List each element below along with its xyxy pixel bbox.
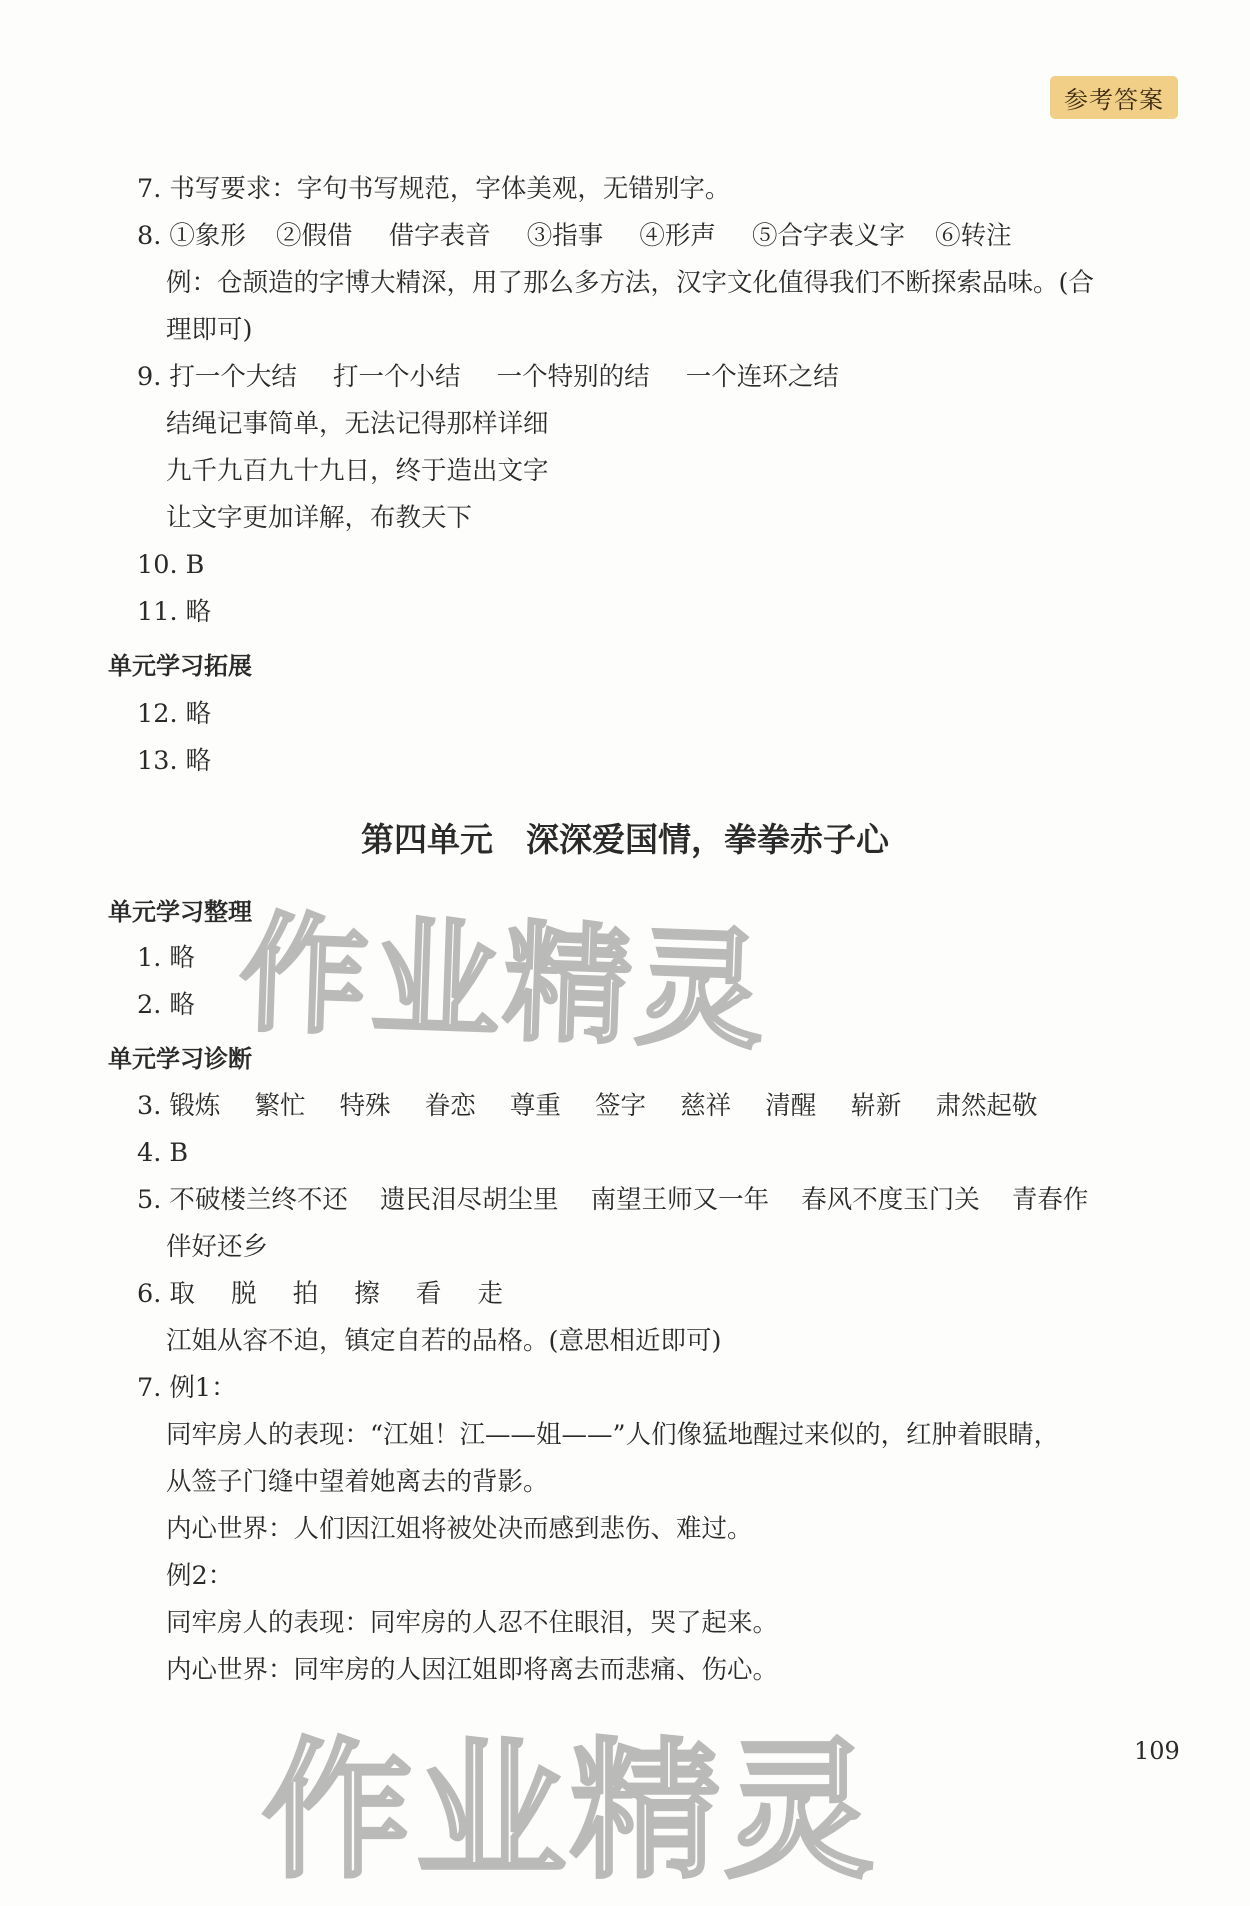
answer-8-part: 借字表音 <box>388 221 491 251</box>
answer-6-verb: 擦 <box>354 1279 380 1309</box>
answer-3-word: 签字 <box>595 1091 647 1121</box>
answer-9-part: 9. 打一个大结 <box>137 362 297 392</box>
answer-8-part: ②假借 <box>276 221 353 251</box>
answer-5-verse: 5. 不破楼兰终不还 <box>137 1185 348 1215</box>
answer-8-example: 例：仓颉造的字博大精深，用了那么多方法，汉字文化值得我们不断探索品味。(合 <box>166 268 1094 298</box>
answer-5-verse: 遗民泪尽胡尘里 <box>380 1185 559 1215</box>
answer-5-verse: 南望王师又一年 <box>590 1185 770 1215</box>
answer-3-word: 特殊 <box>339 1091 391 1121</box>
answer-3-word: 眷恋 <box>424 1091 476 1121</box>
answer-8 <box>137 218 1012 254</box>
answer-2: 2. 略 <box>137 990 195 1020</box>
answer-5-cont: 伴好还乡 <box>166 1232 269 1262</box>
answer-6 <box>137 1276 503 1312</box>
answer-9-line: 让文字更加详解，布教天下 <box>166 503 473 533</box>
answer-9-part: 一个特别的结 <box>496 362 650 392</box>
answer-8-part: ③指事 <box>526 221 604 251</box>
answer-6-verb: 脱 <box>231 1279 257 1309</box>
answer-3 <box>137 1088 1038 1124</box>
answer-9-line: 九千九百九十九日，终于造出文字 <box>166 456 549 486</box>
answer-5-verse: 春风不度玉门关 <box>801 1185 980 1215</box>
answer-11: 11. 略 <box>137 597 212 627</box>
answer-7-line: 从签子门缝中望着她离去的背影。 <box>166 1467 549 1497</box>
answer-6-cont: 江姐从容不迫，镇定自若的品格。(意思相近即可) <box>166 1326 722 1356</box>
page-number: 109 <box>1134 1737 1180 1765</box>
answer-8-example-cont: 理即可) <box>166 315 253 345</box>
answer-4: 4. B <box>137 1138 189 1168</box>
answer-9 <box>137 359 839 395</box>
answer-3-word: 繁忙 <box>254 1091 306 1121</box>
answer-3-word: 尊重 <box>509 1091 561 1121</box>
answer-3-word: 3. 锻炼 <box>137 1091 221 1121</box>
answer-3-word: 崭新 <box>850 1091 902 1121</box>
section-title-organize: 单元学习整理 <box>108 898 252 926</box>
answer-5 <box>137 1182 1088 1218</box>
answer-7-line: 内心世界：同牢房的人因江姐即将离去而悲痛、伤心。 <box>166 1655 779 1685</box>
watermark: 作业精灵 <box>237 899 771 1068</box>
answer-7-line: 同牢房人的表现：同牢房的人忍不住眼泪，哭了起来。 <box>166 1608 779 1638</box>
answer-3-word: 清醒 <box>765 1091 817 1121</box>
answer-6-verb: 6. 取 <box>137 1279 195 1309</box>
section-title-extension: 单元学习拓展 <box>108 652 252 680</box>
answer-6-verb: 看 <box>415 1279 442 1309</box>
answer-3-word: 慈祥 <box>680 1091 732 1121</box>
answer-7-line: 同牢房人的表现：“江姐！江——姐——”人们像猛地醒过来似的，红肿着眼睛， <box>166 1420 1060 1450</box>
answer-6-verb: 拍 <box>292 1279 319 1309</box>
answer-8-part: ⑤合字表义字 <box>752 221 906 251</box>
answer-12: 12. 略 <box>137 699 212 729</box>
answer-8-part: ⑥转注 <box>935 221 1012 251</box>
answer-8-part: 8. ①象形 <box>137 221 246 251</box>
answer-6-verb: 走 <box>477 1279 504 1309</box>
answer-9-part: 打一个小结 <box>333 362 461 392</box>
watermark: 作业精灵 <box>262 1725 879 1899</box>
reference-answer-tag: 参考答案 <box>1050 76 1178 119</box>
answer-8-part: ④形声 <box>639 221 716 251</box>
answer-3-word: 肃然起敬 <box>935 1091 1038 1121</box>
answer-7: 7. 书写要求：字句书写规范，字体美观，无错别字。 <box>137 174 731 204</box>
answer-7-line: 例2： <box>166 1561 234 1591</box>
answer-9-line: 结绳记事简单，无法记得那样详细 <box>166 409 549 439</box>
answer-5-verse: 青春作 <box>1011 1185 1089 1215</box>
section-title-diagnosis: 单元学习诊断 <box>108 1045 252 1073</box>
answer-10: 10. B <box>137 550 205 580</box>
answer-7-diag: 7. 例1： <box>137 1373 237 1403</box>
answer-13: 13. 略 <box>137 746 212 776</box>
answer-9-part: 一个连环之结 <box>685 362 839 392</box>
answer-7-line: 内心世界：人们因江姐将被处决而感到悲伤、难过。 <box>166 1514 753 1544</box>
unit-title: 第四单元 深深爱国情，拳拳赤子心 <box>361 820 889 859</box>
answer-1: 1. 略 <box>137 943 195 973</box>
